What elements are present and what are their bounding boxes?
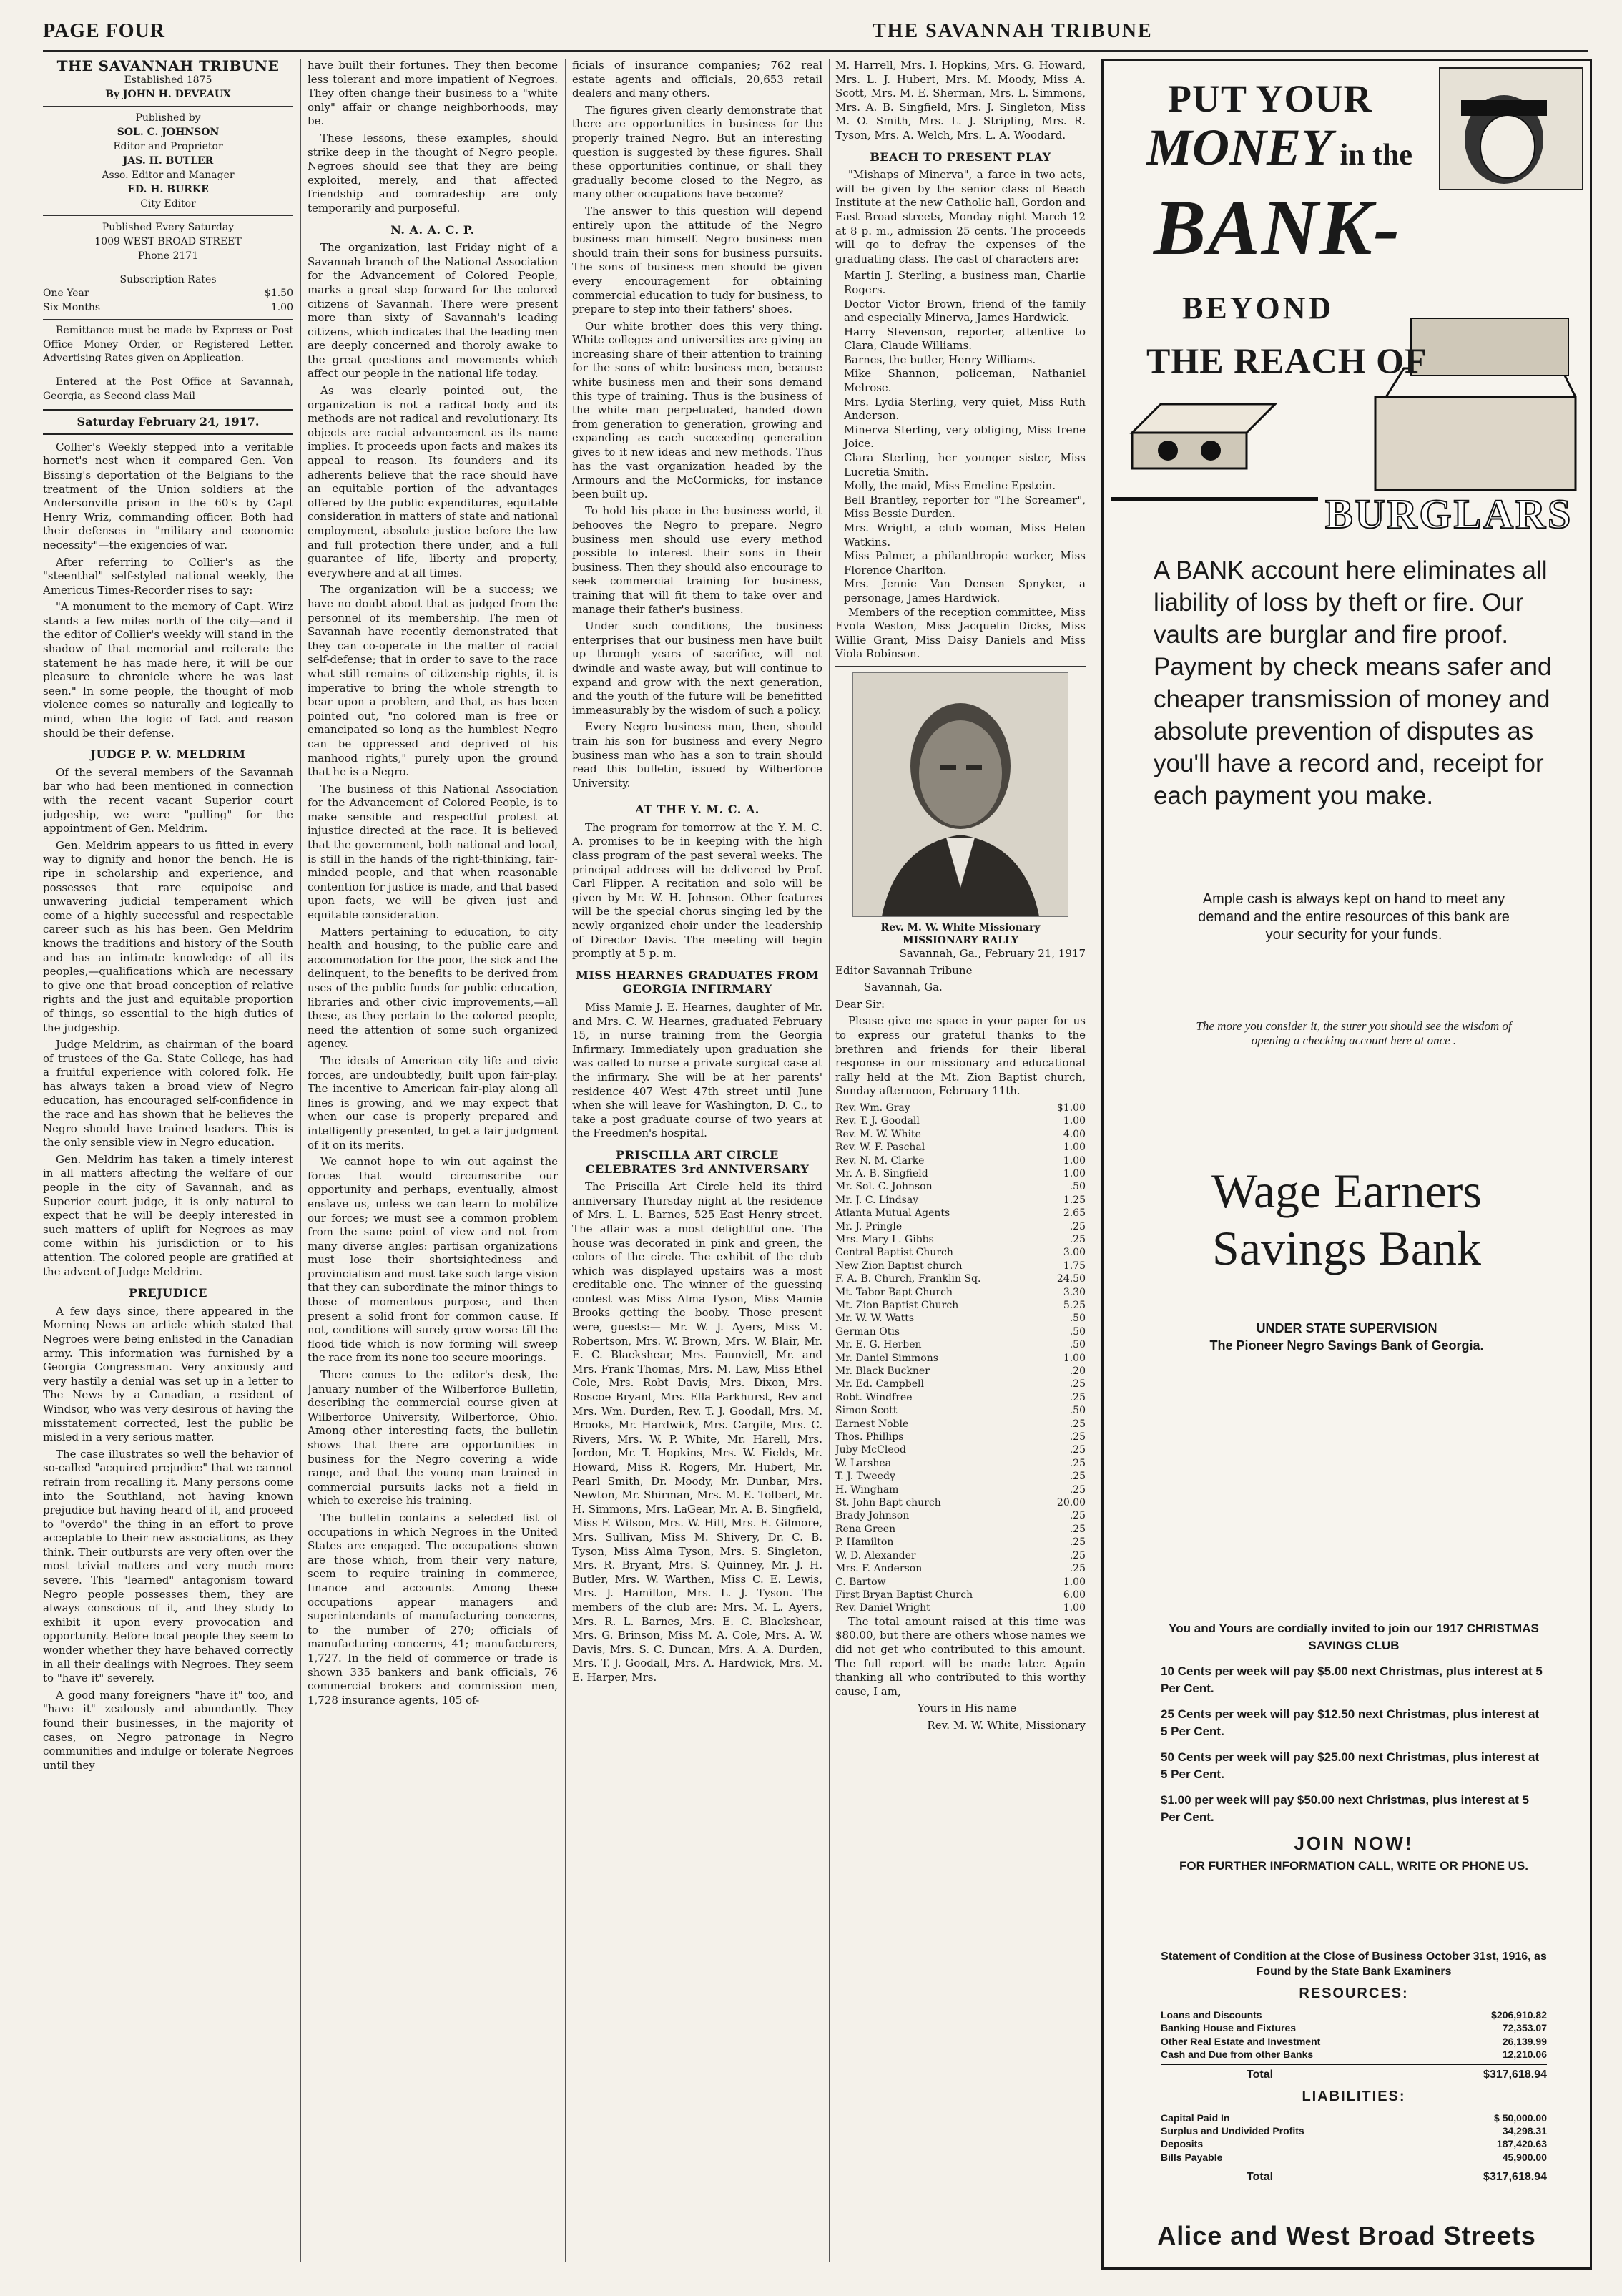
remittance-note: Remittance must be made by Express or Post Office Money Order, or Registered Letter. Advertising Rates given on Application. [43, 325, 293, 365]
resource-row-amount: 26,139.99 [1502, 2035, 1547, 2047]
ad-slogan-beyond: BEYOND [1182, 290, 1335, 325]
ledger-row-name: Mr. J. C. Lindsay [835, 1194, 919, 1206]
masthead-founder: By JOHN H. DEVEAUX [105, 89, 231, 100]
contact-info: FOR FURTHER INFORMATION CALL, WRITE OR PHONE US. [1179, 1859, 1528, 1873]
ledger-row-name: First Bryan Baptist Church [835, 1589, 973, 1601]
ledger-row-name: Robt. Windfree [835, 1391, 913, 1403]
join-now: JOIN NOW! [1294, 1833, 1414, 1854]
masthead-title: THE SAVANNAH TRIBUNE [56, 59, 280, 74]
masthead-address: 1009 WEST BROAD STREET [94, 236, 242, 247]
ledger-row-name: Brady Johnson [835, 1510, 910, 1522]
ledger-row-name: W. D. Alexander [835, 1549, 916, 1561]
ledger-row-name: Mrs. Mary L. Gibbs [835, 1233, 934, 1245]
liabilities-list [1161, 2111, 1547, 2164]
ledger-row-name: P. Hamilton [835, 1536, 894, 1549]
ledger-row-amount: 1.00 [1063, 1602, 1086, 1614]
ledger-row [835, 1509, 1086, 1522]
ledger-row [835, 1483, 1086, 1496]
article-paragraph: Collier's Weekly stepped into a veritable hornet's nest when it compared Gen. Von Bissing's deportation of the Belgians to the treatment of the Union soldiers at the Andersonville prison in the 60's by Capt Henry Wriz, commanding officer. Both had their defenses in "military and economic necessity"—the exigencies of war. [43, 440, 293, 551]
rate-year: $1.50 [264, 288, 293, 299]
page-header [43, 13, 1588, 52]
article-paragraph: The organization, last Friday night of a Savannah branch of the National Association for the Advancement of Colored People, marks a great step forward for the colored citizens of Savannah. There were present more than sixty of Savannah's leading citizens, which indicates that the leading men are deeply concerned and thoroly awake to the great questions and movements which affect our people in the national life today. [308, 241, 558, 381]
issue-date: Saturday February 24, 1917. [43, 409, 293, 435]
xmas-intro: You and Yours are cordially invited to join our 1917 CHRISTMAS SAVINGS CLUB [1169, 1622, 1539, 1652]
ledger-row-amount: .50 [1069, 1339, 1086, 1351]
ledger-row-amount: .25 [1069, 1378, 1086, 1390]
ledger-row [835, 1114, 1086, 1127]
ledger-row-name: Mr. E. G. Herben [835, 1339, 922, 1351]
article-paragraph: Matters pertaining to education, to city health and housing, to the public care and accommodation for the poor, the sick and the delinquent, to the benefits to be derived from uses of the public funds for public education, libraries and other civic improvements,—all these, as they pertain to the colored people, need the attention of some such organized agency. [308, 925, 558, 1051]
ledger-row [835, 1167, 1086, 1180]
ledger-row-name: Rev. W. F. Paschal [835, 1142, 925, 1154]
ledger-row-amount: .20 [1069, 1365, 1086, 1377]
letter-addressee: Editor Savannah Tribune [835, 963, 973, 977]
ad-slogan-put-your: PUT YOUR [1168, 77, 1372, 120]
liability-row [1161, 2137, 1547, 2150]
ledger-row [835, 1128, 1086, 1141]
ledger-row-name: T. J. Tweedy [835, 1471, 895, 1483]
ledger-row-name: Mr. Ed. Campbell [835, 1378, 924, 1390]
ledger-row-amount: .25 [1069, 1483, 1086, 1496]
ledger-row-name: Mr. Daniel Simmons [835, 1352, 938, 1364]
ledger-row-amount: .25 [1069, 1536, 1086, 1549]
masthead-assoc-role: Asso. Editor and Manager [102, 170, 235, 181]
masthead-established: Established 1875 [124, 74, 212, 86]
ledger-row-name: Mt. Tabor Bapt Church [835, 1286, 953, 1298]
ledger-row [835, 1523, 1086, 1536]
masthead-schedule: Published Every Saturday [102, 222, 235, 233]
ad-body-text: A BANK account here eliminates all liability of loss by theft or fire. Our vaults are burglar and fire proof. Payment by check means safer and cheaper transmission of money and absolute prevention of disputes as you'll have a record and, receipt for each payment you make. [1154, 556, 1552, 810]
ledger-row [835, 1404, 1086, 1417]
article-paragraph: The business of this National Association for the Advancement of Colored People, is to make sensible and respectful protest at injustice directed at the race. It is believed that the government, both national and local, is still in the hands of the right-thinking, fair-minded people, and that when reasonable contention for justice is made, and that based upon facts, we will be given just and equitable consideration. [308, 782, 558, 922]
cast-entry: Mrs. Jennie Van Densen Spnyker, a personage, James Hardwick. [844, 577, 1086, 604]
article-paragraph: After referring to Collier's as the "steenthal" self-styled national weekly, the Americus Times-Recorder rises to say: [43, 555, 293, 597]
cast-entry: Martin J. Sterling, a business man, Charlie Rogers. [844, 269, 1086, 296]
ledger-row-amount: 1.25 [1063, 1194, 1086, 1206]
subscription-rates [43, 287, 293, 315]
column-rule [829, 59, 830, 2262]
article-paragraph: The ideals of American city life and civic forces, are undoubtedly, built upon fair-play. The incentive to American fair-play along all lines is growing, and we may expect that when our case is properly prepared and intelligently presented, to get a fair judgment of it on its merits. [308, 1054, 558, 1152]
masthead-assoc: JAS. H. BUTLER [122, 155, 214, 167]
liability-row-name: Surplus and Undivided Profits [1161, 2125, 1304, 2137]
ledger-row-amount: .25 [1069, 1431, 1086, 1443]
ledger-row-amount: .25 [1069, 1220, 1086, 1232]
ledger-row-name: F. A. B. Church, Franklin Sq. [835, 1273, 981, 1285]
liability-row-amount: 187,420.63 [1496, 2138, 1547, 2150]
cast-entry: Mike Shannon, policeman, Nathaniel Melrose. [844, 367, 1086, 395]
column-rule [565, 59, 566, 2262]
liability-row-amount: 34,298.31 [1502, 2125, 1547, 2137]
article-paragraph: A few days since, there appeared in the Morning News an article which stated that Negroes were being enlisted in the Canadian army. This information was furnished by a Georgia Congressman. Very anxiously and very hastily a denial was set up in a letter to The News by a Canadian, a resident of Windsor, who was very desirous of having the misstatement corrected, lest the public be misled in a very serious matter. [43, 1304, 293, 1444]
ledger-row-amount: 3.00 [1063, 1247, 1086, 1259]
rate-six-label: Six Months [43, 301, 101, 313]
resource-row [1161, 2035, 1547, 2048]
article-paragraph: ficials of insurance companies; 762 real estate agents and officials, 20,653 retail dealers and many others. [572, 59, 822, 100]
article-paragraph: Gen. Meldrim has taken a timely interest in all matters affecting the welfare of our people in the city of Savannah, and as Superior court judge, it is only natural to expect that he will be deeply interested in such matters of uplift for Negroes as may come within his jurisdiction or to his attention. The colored people are gratified at the advent of Judge Meldrim. [43, 1152, 293, 1278]
ledger-row-amount: .25 [1069, 1549, 1086, 1561]
ledger-row-name: C. Bartow [835, 1576, 886, 1588]
resource-row [1161, 2008, 1547, 2021]
masthead-city-role: City Editor [140, 198, 196, 210]
ledger-row-name: Mr. W. W. Watts [835, 1313, 915, 1325]
liability-row-name: Capital Paid In [1161, 2111, 1230, 2124]
resource-row-name: Other Real Estate and Investment [1161, 2035, 1321, 2047]
resource-row-name: Cash and Due from other Banks [1161, 2049, 1314, 2061]
ledger-row-amount: 1.00 [1063, 1167, 1086, 1179]
ledger-row [835, 1601, 1086, 1614]
ledger-row [835, 1589, 1086, 1601]
article-paragraph: Please give me space in your paper for us to express our grateful thanks to the brethren and friends for their liberal response in our missionary and educational rally held at the Mt. Zion Baptist church, Sunday afternoon, February 11th. [835, 1014, 1086, 1098]
ledger-row [835, 1180, 1086, 1193]
column-rule [300, 59, 301, 2262]
statement-of-condition [1161, 1949, 1547, 2184]
ledger-row [835, 1378, 1086, 1390]
article-paragraph: The total amount raised at this time was $80.00, but there are others whose names we did not get who contributed to this amount. The full report will be made later. Again thanking all who contributed to this worthy cause, I am, [835, 1614, 1086, 1698]
portrait-photo [852, 672, 1068, 917]
ledger-row [835, 1325, 1086, 1338]
ledger-row-amount: .50 [1069, 1405, 1086, 1417]
article-paragraph: There comes to the editor's desk, the January number of the Wilberforce Bulletin, describing the commercial course given at Wilberforce University, Wilberforce, Ohio. Among other interesting facts, the bulletin shows that there are opportunities in business for the Negro covering a wide range, and that the young man trained in commercial pursuits lacks not a field in which to exercise his training. [308, 1368, 558, 1508]
liability-row-amount: 45,900.00 [1502, 2151, 1547, 2163]
ledger-row [835, 1246, 1086, 1259]
ledger-row [835, 1102, 1086, 1114]
cast-entry: Clara Sterling, her younger sister, Miss Lucretia Smith. [844, 451, 1086, 479]
article-paragraph: Under such conditions, the business enterprises that our business men have built up through years of sacrifice, will not dwindle and waste away, but will continue to expand and grow with the next generation, and the youth of the future will be benefitted immeasurably by the wisdom of such a policy. [572, 619, 822, 717]
liability-row [1161, 2151, 1547, 2164]
ad-slogan-reach: THE REACH OF [1146, 340, 1427, 381]
headline-ymca: AT THE Y. M. C. A. [635, 803, 760, 817]
ledger-row-amount: .50 [1069, 1181, 1086, 1193]
bank-supervision: UNDER STATE SUPERVISION The Pioneer Negro Savings Bank of Georgia. [1209, 1321, 1484, 1353]
resources-total: Total $317,618.94 [1161, 2064, 1547, 2082]
headline-missionary-rally: MISSIONARY RALLY [903, 934, 1018, 946]
ledger-row [835, 1220, 1086, 1233]
contribution-ledger [835, 1102, 1086, 1615]
cast-list [835, 269, 1086, 605]
ledger-row-amount: .25 [1069, 1510, 1086, 1522]
ledger-row [835, 1470, 1086, 1483]
masthead [43, 59, 293, 287]
resource-row [1161, 2021, 1547, 2034]
article-paragraph: A good many foreigners "have it" too, and "have it" zealously and abundantly. They found their businesses, in the majority of cases, on Negro patronage in Negro communities and indulge or tolerate Negroes until they [43, 1688, 293, 1772]
headline-naacp: N. A. A. C. P. [390, 222, 475, 237]
article-paragraph: The bulletin contains a selected list of occupations in which Negroes in the United States are engaged. The occupations shown are those which, from their very nature, seem to require training in commerce, finance and accounts. Among these occupations appear managers and superintendants of manufacturing concerns, to the number of 270; officials of manufacturing concerns, 41; manufacturers, 1,727. In the field of commerce or trade is shown 335 bankers and bank officials, 76 commercial brokers and commission men, 1,728 insurance agents, 105 of- [308, 1511, 558, 1707]
ledger-row-amount: 1.00 [1063, 1154, 1086, 1167]
rates-title: Subscription Rates [119, 274, 217, 285]
ledger-row-amount: .25 [1069, 1418, 1086, 1430]
article-paragraph: Miss Mamie J. E. Hearnes, daughter of Mr. and Mrs. C. W. Hearnes, graduated February 15, in nurse training from the Georgia Infirmary. Immediately upon graduation she was called to nurse a private surgical case at the infirmary. She will be at her parents' residence 407 West 47th street until June when she will leave for Washington, D. C., to take a post graduate course of two years at the Freedmen's hospital. [572, 1001, 822, 1140]
ad-illustration [1104, 61, 1590, 604]
ledger-row-name: Rev. N. M. Clarke [835, 1154, 925, 1167]
ledger-row-amount: .25 [1069, 1457, 1086, 1469]
ledger-row-name: Mr. A. B. Singfield [835, 1167, 928, 1179]
rate-year-label: One Year [43, 288, 89, 299]
ledger-row-name: Central Baptist Church [835, 1247, 953, 1259]
column-1 [43, 59, 293, 2262]
letter-salutation: Dear Sir: [835, 997, 885, 1011]
ledger-row [835, 1233, 1086, 1246]
xmas-option: 50 Cents per week will pay $25.00 next Christmas, plus interest at 5 Per Cent. [1161, 1750, 1540, 1781]
cast-entry: Minerva Sterling, very obliging, Miss Irene Joice. [844, 423, 1086, 451]
bank-name: Wage Earners Savings Bank [1211, 1164, 1482, 1275]
headline-prejudice: PREJUDICE [129, 1286, 207, 1300]
article-paragraph: These lessons, these examples, should strike deep in the thought of Negro people. Negroes should see that they are being exploited, merely, and that affected friendship and comradeship are only temporarily and purposeful. [308, 131, 558, 215]
ledger-row [835, 1549, 1086, 1562]
ledger-row [835, 1365, 1086, 1378]
ad-slogan-money: MONEY in the [1146, 119, 1413, 176]
ledger-row [835, 1286, 1086, 1299]
liability-row-amount: $ 50,000.00 [1494, 2111, 1547, 2124]
column-3 [572, 59, 822, 2262]
masthead-phone: Phone 2171 [137, 250, 199, 262]
article-paragraph: M. Harrell, Mrs. I. Hopkins, Mrs. G. Howard, Mrs. L. J. Hubert, Mrs. M. Moody, Miss A. Scott, Mrs. M. E. Sherman, Mrs. L. Simmons, Mrs. A. B. Singfield, Mrs. J. Singleton, Miss M. O. Smith, Mrs. L. J. Stripling, Mrs. R. Tyson, Mrs. A. Welch, Mrs. L. A. Woodard. [835, 59, 1086, 142]
xmas-option: 10 Cents per week will pay $5.00 next Christmas, plus interest at 5 Per Cent. [1161, 1664, 1543, 1695]
article-paragraph: Gen. Meldrim appears to us fitted in every way to dignify and honor the bench. He is ripe in scholarship and experience, and possesses that rare equipoise and unwavering judicial temperament which come of a highly successful and respectable career such as his has been. Gen Meldrim knows the traditions and history of the South and has an intimate knowledge of all its peoples,—qualifications which are necessary to give one that broad conception of relative rights and the just and equitable proportion of things, so essential to the high duties of the judgeship. [43, 838, 293, 1034]
ledger-row-amount: 5.25 [1063, 1299, 1086, 1311]
masthead-published-by: Published by [135, 112, 201, 124]
ledger-row [835, 1431, 1086, 1443]
ledger-row [835, 1576, 1086, 1589]
ledger-row-name: Rev. M. W. White [835, 1128, 921, 1140]
article-paragraph: The answer to this question will depend entirely upon the attitude of the Negro business man himself. Negro business men should train their sons for business pursuits. The sons of business men should be given every encouragement for obtaining commercial education to tudy for business, to prepare to step into their fathers' shoes. [572, 204, 822, 316]
ledger-row [835, 1496, 1086, 1509]
resource-row [1161, 2048, 1547, 2061]
rate-six: 1.00 [270, 301, 293, 313]
resources-list [1161, 2008, 1547, 2061]
ledger-row-amount: .25 [1069, 1563, 1086, 1575]
ledger-row-amount: 1.00 [1063, 1115, 1086, 1127]
masthead-city-editor: ED. H. BURKE [127, 184, 209, 195]
ledger-row [835, 1154, 1086, 1167]
ledger-row-amount: .50 [1069, 1313, 1086, 1325]
ledger-row-amount: 1.00 [1063, 1352, 1086, 1364]
liability-row [1161, 2124, 1547, 2137]
resource-row-name: Banking House and Fixtures [1161, 2022, 1297, 2034]
masthead-publisher: SOL. C. JOHNSON [117, 127, 220, 138]
article-paragraph: Our white brother does this very thing. White colleges and universities are giving an increasing share of their attention to training for the sons of white business men, because white business men and their sons demand this type of training. Thus is the business of the white man perpetuated, handed down from generation to generation, growing and expanding as each succeeding generation gives to it new ideas and new methods. Thus has the vast organization headed by the Armours and the McCormicks, for instance been built up. [572, 319, 822, 501]
cast-entry: Bell Brantley, reporter for "The Screamer", Miss Bessie Durden. [844, 493, 1086, 521]
ledger-row-name: Earnest Noble [835, 1418, 909, 1430]
ledger-row [835, 1391, 1086, 1404]
ledger-row [835, 1194, 1086, 1207]
paper-name-header: THE SAVANNAH TRIBUNE [873, 20, 1153, 42]
ledger-row-amount: 2.65 [1063, 1207, 1086, 1220]
ledger-row-name: Rev. T. J. Goodall [835, 1115, 920, 1127]
ad-slogan-bank: BANK- [1154, 184, 1402, 271]
xmas-option: 25 Cents per week will pay $12.50 next Christmas, plus interest at 5 Per Cent. [1161, 1707, 1540, 1738]
ledger-row-name: St. John Bapt church [835, 1497, 941, 1509]
ledger-row-name: Simon Scott [835, 1405, 898, 1417]
ledger-row-name: New Zion Baptist church [835, 1260, 963, 1272]
ledger-row [835, 1312, 1086, 1325]
page-number: PAGE FOUR [43, 20, 166, 42]
ledger-row-amount: .25 [1069, 1523, 1086, 1535]
resources-heading: RESOURCES: [1299, 1986, 1409, 2001]
ledger-row-amount: 3.30 [1063, 1286, 1086, 1298]
letter-closing: Yours in His name [917, 1702, 1017, 1715]
ledger-row-name: Thos. Phillips [835, 1431, 904, 1443]
article-paragraph: The organization will be a success; we have no doubt about that as judged from the personnel of its membership. The men of Savannah have recently demonstrated that they can co-operate in the matter of racial self-defense; that in order to save to the race what still remains of citizenship rights, it is imperative to bring the whole strength to bear upon a problem, and that, as has been pointed out, "no colored man is free or emancipated so long as the humblest Negro can be oppressed and deprived of his manhood rights," purely upon the ground that he is a Negro. [308, 583, 558, 779]
headline-meldrim: JUDGE P. W. MELDRIM [90, 747, 246, 762]
ledger-row-amount: 1.00 [1063, 1142, 1086, 1154]
christmas-club [1161, 1620, 1547, 1883]
resource-row-amount: 72,353.07 [1502, 2022, 1547, 2034]
letter-addressee-city: Savannah, Ga. [864, 981, 943, 994]
ledger-row [835, 1562, 1086, 1575]
ledger-row-amount: .25 [1069, 1444, 1086, 1456]
cast-entry: Mrs. Lydia Sterling, very quiet, Miss Ruth Anderson. [844, 395, 1086, 423]
masthead-publisher-role: Editor and Proprietor [113, 141, 223, 152]
article-paragraph: As was clearly pointed out, the organization is not a radical body and its methods are not radical and revolutionary. Its objects are racial advancement as its name implies. It proceeds upon facts and makes its appeal to reason. Its founders and its adherents believe that the race should have an equitable portion of the advantages offered by the public expenditures, equitable consideration in matters of state and national employment, absolute justice before the law and full protection there under, and a full guarantee of life, liberty and property, everywhere and at all times. [308, 384, 558, 579]
ledger-row [835, 1207, 1086, 1220]
ledger-row-name: Mr. Black Buckner [835, 1365, 930, 1377]
ledger-row-name: German Otis [835, 1325, 900, 1338]
article-paragraph: The case illustrates so well the behavior of so-called "acquired prejudice" that we cannot refrain from recalling it. Many persons come into the Southland, not having known prejudice but having heard of it, and proceed to "overdo" the thing in an effort to prove acceptable to their new associations, as they think. Their outbursts are very often over the most trivial matters and very much more severe. This "learned" antagonism toward Negro people possesses them, they are always conscious of it, and they study to exhibit it upon every provocation and opportunity. Before local people they seem to wonder whether they have behaved correctly in all their dealings with Negroes. They seem to "have it" severely. [43, 1447, 293, 1685]
ledger-row-amount: .25 [1069, 1233, 1086, 1245]
cast-entry: Barnes, the butler, Henry Williams. [844, 353, 1036, 366]
ad-italic-note: The more you consider it, the surer you should see the wisdom of opening a checking account here at once . [1196, 1019, 1512, 1047]
ledger-row-amount: 20.00 [1056, 1497, 1086, 1509]
article-paragraph: "A monument to the memory of Capt. Wirz stands a few miles north of the city—and if the editor of Collier's weekly will stand in the shadow of that memorial and reiterate the statement he has made here, it will be our pleasure to chronicle where he was last seen." In some people, the thought of mob violence comes so naturally and logically to mind, when the logic of fact and reason should be their defense. [43, 600, 293, 740]
ledger-row [835, 1418, 1086, 1431]
ad-slogan-burglars: BURGLARS [1325, 491, 1573, 537]
ledger-row-amount: .25 [1069, 1471, 1086, 1483]
article-paragraph: Members of the reception committee, Miss Evola Weston, Miss Jacquelin Dicks, Miss Willie Grant, Miss Daisy Daniels and Miss Viola Robinson. [835, 605, 1086, 661]
letter-date: Savannah, Ga., February 21, 1917 [899, 946, 1086, 960]
liability-row [1161, 2111, 1547, 2124]
headline-beach-play: BEACH TO PRESENT PLAY [870, 149, 1051, 164]
ledger-row-name: Mr. Sol. C. Johnson [835, 1181, 933, 1193]
ledger-row [835, 1260, 1086, 1272]
ledger-row-name: Juby McCleod [835, 1444, 906, 1456]
headline-hearnes: MISS HEARNES GRADUATES FROM GEORGIA INFIRMARY [576, 968, 819, 996]
photo-caption: Rev. M. W. White Missionary [880, 921, 1041, 933]
ledger-row [835, 1443, 1086, 1456]
cast-entry: Miss Palmer, a philanthropic worker, Miss Florence Charlton. [844, 549, 1086, 577]
ad-cash-note: Ample cash is always kept on hand to meet any demand and the entire resources of this bank are your security for your funds. [1198, 891, 1510, 943]
entry-note: Entered at the Post Office at Savannah, Georgia, as Second class Mail [43, 376, 293, 402]
portrait-illustration [853, 673, 1068, 916]
column-4 [835, 59, 1086, 2262]
resource-row-amount: $206,910.82 [1491, 2009, 1547, 2021]
letter-signature: Rev. M. W. White, Missionary [927, 1718, 1086, 1732]
column-2 [308, 59, 558, 2262]
article-paragraph: Every Negro business man, then, should train his son for business and every Negro business man who has a son to train should read this bulletin, issued by Wilberforce University. [572, 720, 822, 790]
ledger-row [835, 1352, 1086, 1365]
ledger-row-amount: .50 [1069, 1325, 1086, 1338]
article-paragraph: The figures given clearly demonstrate that there are opportunities in business for the properly trained Negro. But an interesting question is suggested by these figures. Shall these opportunities continue, or shall they gradually become closed to the Negro, as many other occupations have become? [572, 103, 822, 201]
ledger-row-amount: 6.00 [1063, 1589, 1086, 1601]
article-paragraph: The Priscilla Art Circle held its third anniversary Thursday night at the residence of Mrs. L. L. Barnes, 525 East Henry street. The affair was a most delightful one. The house was decorated in pink and green, the colors of the circle. The exhibit of the club which was displayed upstairs was a most creditable one. The winner of the guessing contest was Miss Alma Tyson, Miss Mamie Brooks getting the booby. Those present were, guests:— Mr. W. J. Ayers, Miss M. Robertson, Mrs. W. Brown, Mrs. W. Blair, Mr. E. C. Blackshear, Mrs. Faunviell, Mr. and Mrs. Frank Thomas, Mrs. M. Law, Miss Ethel Cole, Mrs. Robt Davis, Mrs. Dixon, Mrs. Roscoe Bryant, Mrs. Ella Parkhurst, Rev and Mrs. Wm. Durden, Rev. T. J. Goodall, Mrs. M. Brooks, Mr. Hardwick, Mrs. Cargile, Mrs. C. Rivers, Mrs. W. P. White, Mr. Harell, Mrs. Jordon, Mr. T. Hopkins, Mrs. W. Fields, Mr. Howard, Miss R. Rogers, Mr. Hubert, Mr. Pearl Smith, Dr. Moody, Mr. Dunbar, Mrs. Newton, Mr. Shirman, Mrs. M. E. Tolbert, Mr. H. Simmons, Mrs. LaGear, Mr. A. B. Singfield, Miss F. Wilson, Mrs. W. Hill, Mrs. E. Gilmore, Mrs. Sullivan, Miss M. Shivery, Dr. C. B. Tyson, Miss Alma Tyson, Mrs. S. Singleton, Mrs. R. Bryant, Mrs. S. Quinney, Mr. J. H. Butler, Mrs. W. Warthen, Miss C. E. Lewis, Mrs. J. Hamilton, Mrs. L. J. Tyson. The members of the club are: Mrs. M. L. Ayers, Mrs. R. L. Barnes, Mrs. E. C. Blackshear, Mrs. G. Brinson, Miss M. A. Cole, Mrs. A. W. Davis, Mrs. S. C. Duncan, Mrs. A. A. Durden, Mrs. T. J. Goodall, Mrs. A. Hardwick, Mrs. M. E. Harper, Mrs. [572, 1180, 822, 1684]
liabilities-total: Total $317,618.94 [1161, 2167, 1547, 2184]
article-paragraph: We cannot hope to win out against the forces that would circumscribe our opportunity and perhaps, eventually, almost enslave us, unless we can learn to mobilize our forces; we must see a common problem from the same point of view and not from many diverse angles: partisan organizations must lose their shortsightedness and provincialism and must take such large vision that they can subordinate the minor things to those of momentous purpose, and then present a solid front for common cause. If not, conditions will surely grow worse till the flood tide which is now forming will sweep the race from its none too secure moorings. [308, 1155, 558, 1365]
liability-row-name: Deposits [1161, 2138, 1204, 2150]
ledger-row [835, 1536, 1086, 1549]
ledger-row-name: Atlanta Mutual Agents [835, 1207, 950, 1220]
bank-address: Alice and West Broad Streets [1157, 2221, 1536, 2250]
bank-advertisement [1101, 59, 1592, 2270]
cast-entry: Doctor Victor Brown, friend of the family and especially Minerva, James Hardwick. [844, 297, 1086, 325]
article-paragraph: The program for tomorrow at the Y. M. C. A. promises to be in keeping with the high class program of the past several weeks. The principal address will be delivered by Prof. Carl Flipper. A recitation and solo will be given by Mr. W. H. Johnson. Other features will be the special chorus singing led by the newly organized choir under the leadership of Director Davis. The meeting will begin promptly at 5 p. m. [572, 820, 822, 961]
liabilities-heading: LIABILITIES: [1302, 2088, 1406, 2104]
ledger-row [835, 1299, 1086, 1312]
headline-priscilla: PRISCILLA ART CIRCLE CELEBRATES 3rd ANNIVERSARY [585, 1147, 810, 1176]
ledger-row-name: Mt. Zion Baptist Church [835, 1299, 959, 1311]
cast-entry: Mrs. Wright, a club woman, Miss Helen Watkins. [844, 521, 1086, 549]
resource-row-amount: 12,210.06 [1502, 2049, 1547, 2061]
article-paragraph: "Mishaps of Minerva", a farce in two acts, will be given by the senior class of Beach Institute at the new Catholic hall, Gordon and East Broad streets, Monday night March 12 at 8 p. m., admission 25 cents. The proceeds will go to defray the expenses of the graduating class. The cast of characters are: [835, 168, 1086, 265]
ledger-row-amount: .25 [1069, 1391, 1086, 1403]
cast-entry: Molly, the maid, Miss Emeline Epstein. [844, 479, 1056, 493]
article-paragraph: Of the several members of the Savannah bar who had been mentioned in connection with the recent vacant Superior court judgeship, we were "pulling" for the appointment of Gen. Meldrim. [43, 765, 293, 835]
ledger-row [835, 1272, 1086, 1285]
ledger-row-amount: $1.00 [1056, 1102, 1086, 1114]
article-paragraph: Judge Meldrim, as chairman of the board of trustees of the Ga. State College, has had a fruitful experience with colored folk. He has always taken a broad view of Negro education, has encouraged self-confidence in the race and has shown that he believes the Negro should have trained leaders. This is the only sensible view in Negro education. [43, 1038, 293, 1149]
ledger-row [835, 1141, 1086, 1154]
ledger-row-name: Rena Green [835, 1523, 896, 1535]
ledger-row-name: Mr. J. Pringle [835, 1220, 903, 1232]
liability-row-name: Bills Payable [1161, 2151, 1223, 2163]
resource-row-name: Loans and Discounts [1161, 2009, 1262, 2021]
ledger-row-amount: 24.50 [1056, 1273, 1086, 1285]
ledger-row [835, 1338, 1086, 1351]
statement-title: Statement of Condition at the Close of Business October 31st, 1916, as Found by the State Bank Examiners [1161, 1951, 1547, 1978]
ledger-row-name: H. Wingham [835, 1483, 899, 1496]
ledger-row-name: Rev. Wm. Gray [835, 1102, 910, 1114]
ledger-row-amount: 1.75 [1063, 1260, 1086, 1272]
ledger-row-name: Mrs. F. Anderson [835, 1563, 923, 1575]
ledger-row-name: Rev. Daniel Wright [835, 1602, 930, 1614]
cast-entry: Harry Stevenson, reporter, attentive to Clara, Claude Williams. [844, 325, 1086, 353]
ledger-row-amount: 1.00 [1063, 1576, 1086, 1588]
ledger-row-amount: 4.00 [1063, 1128, 1086, 1140]
xmas-option: $1.00 per week will pay $50.00 next Christmas, plus interest at 5 Per Cent. [1161, 1793, 1529, 1824]
article-paragraph: have built their fortunes. They then become less tolerant and more impatient of Negroes. They often change their business to a "white only" affair or change neighborhoods, may be. [308, 59, 558, 128]
article-paragraph: To hold his place in the business world, it behooves the Negro to prepare. Negro business men should use every method possible to interest their sons in their business. Then they should also encourage to seek commercial training for business, training that will fit them to take over and manage their father's business. [572, 504, 822, 616]
ledger-row-name: W. Larshea [835, 1457, 892, 1469]
ledger-row [835, 1457, 1086, 1470]
